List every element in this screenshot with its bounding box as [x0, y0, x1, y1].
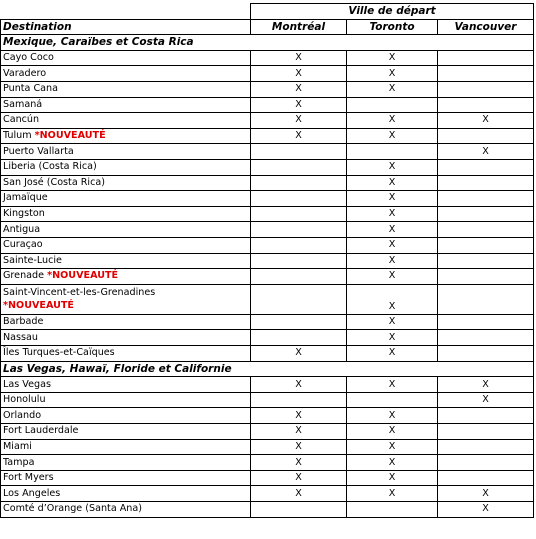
available-mark: X — [388, 331, 396, 343]
availability-cell-toronto — [347, 159, 438, 175]
availability-cell-vancouver — [438, 502, 534, 518]
availability-cell-vancouver — [438, 470, 534, 486]
table-body — [1, 35, 534, 517]
destination-cell — [1, 486, 251, 502]
availability-cell-toronto — [347, 144, 438, 160]
available-mark: X — [295, 347, 302, 359]
availability-cell-montreal — [251, 113, 347, 129]
availability-cell-vancouver — [438, 253, 534, 269]
destination-cell — [1, 97, 251, 113]
table-row — [1, 269, 534, 285]
destination-name: Fort Lauderdale — [3, 425, 79, 437]
destination-name: Tulum — [3, 130, 32, 142]
destination-name: Tampa — [3, 456, 35, 468]
destination-name: Saint-Vincent-et-les-Grenadines — [3, 286, 156, 298]
availability-cell-toronto — [347, 222, 438, 238]
available-mark: X — [388, 67, 396, 79]
available-mark: X — [388, 487, 396, 499]
availability-cell-vancouver — [438, 455, 534, 471]
destination-cell — [1, 455, 251, 471]
availability-cell-toronto — [347, 206, 438, 222]
destination-name: Liberia (Costa Rica) — [3, 161, 97, 173]
destination-cell — [1, 392, 251, 408]
destination-name: Miami — [3, 440, 32, 452]
available-mark: X — [388, 161, 396, 173]
available-mark: X — [388, 223, 396, 235]
destination-cell — [1, 191, 251, 207]
available-mark: X — [295, 472, 302, 484]
table-row — [1, 455, 534, 471]
availability-cell-montreal — [251, 50, 347, 66]
departure-table — [0, 3, 534, 518]
available-mark: X — [388, 52, 396, 64]
availability-cell-montreal — [251, 81, 347, 97]
availability-cell-vancouver — [438, 237, 534, 253]
column-header-vancouver: Vancouver — [438, 19, 534, 35]
available-mark: X — [295, 425, 302, 437]
availability-cell-toronto — [347, 66, 438, 82]
availability-cell-montreal — [251, 284, 347, 314]
destination-name: Barbade — [3, 316, 44, 328]
destination-cell — [1, 237, 251, 253]
destination-cell — [1, 144, 251, 160]
available-mark: X — [388, 254, 396, 266]
available-mark: X — [388, 208, 396, 220]
availability-cell-toronto — [347, 439, 438, 455]
availability-cell-toronto — [347, 502, 438, 518]
available-mark: X — [295, 52, 302, 64]
available-mark: X — [482, 378, 489, 390]
availability-cell-toronto — [347, 97, 438, 113]
table-row — [1, 191, 534, 207]
available-mark: X — [482, 145, 489, 157]
available-mark: X — [388, 239, 396, 251]
destination-name: Las Vegas — [3, 378, 51, 390]
availability-cell-vancouver — [438, 330, 534, 346]
availability-cell-vancouver — [438, 377, 534, 393]
availability-cell-montreal — [251, 314, 347, 330]
available-mark: X — [482, 503, 489, 515]
destination-cell — [1, 222, 251, 238]
availability-cell-toronto — [347, 50, 438, 66]
new-badge: *NOUVEAUTÉ — [3, 300, 74, 312]
table-row — [1, 66, 534, 82]
availability-cell-toronto — [347, 237, 438, 253]
table-row — [1, 128, 534, 144]
table-row — [1, 439, 534, 455]
table-row — [1, 159, 534, 175]
available-mark: X — [388, 440, 396, 452]
table-row — [1, 408, 534, 424]
destination-cell — [1, 408, 251, 424]
availability-cell-toronto — [347, 346, 438, 362]
destination-name: Nassau — [3, 331, 39, 343]
availability-cell-montreal — [251, 237, 347, 253]
availability-cell-montreal — [251, 97, 347, 113]
destination-cell — [1, 439, 251, 455]
table-row — [1, 502, 534, 518]
availability-cell-vancouver — [438, 206, 534, 222]
availability-cell-montreal — [251, 159, 347, 175]
availability-cell-toronto — [347, 470, 438, 486]
destination-cell — [1, 377, 251, 393]
availability-cell-vancouver — [438, 392, 534, 408]
table-row — [1, 113, 534, 129]
new-badge: *NOUVEAUTÉ — [34, 130, 106, 142]
table-row — [1, 486, 534, 502]
availability-cell-toronto — [347, 81, 438, 97]
available-mark: X — [295, 487, 302, 499]
destination-name: Fort Myers — [3, 472, 54, 484]
availability-cell-toronto — [347, 269, 438, 285]
availability-cell-toronto — [347, 486, 438, 502]
table-row — [1, 81, 534, 97]
destination-name: Samaná — [3, 98, 43, 110]
table-row — [1, 392, 534, 408]
available-mark: X — [388, 378, 396, 390]
availability-cell-montreal — [251, 222, 347, 238]
availability-cell-montreal — [251, 502, 347, 518]
availability-cell-montreal — [251, 128, 347, 144]
destination-cell — [1, 50, 251, 66]
availability-cell-toronto — [347, 253, 438, 269]
table-row — [1, 346, 534, 362]
departure-city-group-header: Ville de départ — [251, 4, 534, 20]
available-mark: X — [295, 67, 302, 79]
table-row — [1, 175, 534, 191]
availability-cell-vancouver — [438, 175, 534, 191]
available-mark: X — [388, 472, 396, 484]
availability-cell-toronto — [347, 175, 438, 191]
destination-name: Punta Cana — [3, 83, 59, 95]
available-mark: X — [295, 378, 302, 390]
available-mark: X — [295, 98, 302, 110]
column-header-toronto: Toronto — [347, 19, 438, 35]
destination-name: Cancún — [3, 114, 40, 126]
table-row — [1, 470, 534, 486]
availability-cell-montreal — [251, 346, 347, 362]
available-mark: X — [388, 347, 396, 359]
destination-name: Comté d’Orange (Santa Ana) — [3, 503, 143, 515]
destination-name: Îles Turques-et-Caïques — [3, 347, 115, 359]
availability-cell-vancouver — [438, 222, 534, 238]
destination-name: Jamaïque — [3, 192, 48, 204]
availability-cell-vancouver — [438, 424, 534, 440]
availability-cell-vancouver — [438, 50, 534, 66]
availability-cell-vancouver — [438, 408, 534, 424]
table-row — [1, 237, 534, 253]
destination-name: Sainte-Lucie — [3, 254, 62, 266]
availability-cell-toronto — [347, 424, 438, 440]
destination-cell — [1, 175, 251, 191]
availability-cell-vancouver — [438, 439, 534, 455]
availability-cell-toronto — [347, 314, 438, 330]
new-badge: *NOUVEAUTÉ — [47, 270, 119, 282]
destination-cell — [1, 269, 251, 285]
destination-cell — [1, 470, 251, 486]
availability-cell-vancouver — [438, 128, 534, 144]
available-mark: X — [388, 83, 396, 95]
availability-cell-montreal — [251, 144, 347, 160]
availability-cell-vancouver — [438, 346, 534, 362]
available-mark: X — [482, 487, 489, 499]
available-mark: X — [482, 394, 489, 406]
section-header-row — [1, 361, 534, 377]
destination-cell — [1, 330, 251, 346]
availability-cell-toronto — [347, 377, 438, 393]
available-mark: X — [388, 456, 396, 468]
table-row — [1, 314, 534, 330]
table-row — [1, 144, 534, 160]
table-row — [1, 97, 534, 113]
availability-cell-montreal — [251, 486, 347, 502]
header-blank-cell — [1, 4, 251, 20]
availability-cell-toronto — [347, 128, 438, 144]
availability-cell-toronto — [347, 113, 438, 129]
destination-name: Antigua — [3, 223, 41, 235]
available-mark: X — [388, 130, 396, 142]
destination-name: Varadero — [3, 67, 47, 79]
availability-cell-vancouver — [438, 113, 534, 129]
destination-cell — [1, 66, 251, 82]
destination-name: Grenade — [3, 270, 45, 282]
availability-cell-vancouver — [438, 97, 534, 113]
destination-cell — [1, 424, 251, 440]
availability-cell-montreal — [251, 191, 347, 207]
destination-cell — [1, 346, 251, 362]
availability-cell-vancouver — [438, 284, 534, 314]
available-mark: X — [388, 409, 396, 421]
availability-cell-montreal — [251, 408, 347, 424]
availability-cell-montreal — [251, 377, 347, 393]
destination-cell — [1, 159, 251, 175]
availability-cell-montreal — [251, 424, 347, 440]
available-mark: X — [295, 456, 302, 468]
availability-cell-montreal — [251, 175, 347, 191]
destination-name: Orlando — [3, 409, 42, 421]
destination-cell — [1, 113, 251, 129]
availability-cell-vancouver — [438, 314, 534, 330]
destination-name: Cayo Coco — [3, 52, 54, 64]
section-title: Mexique, Caraïbes et Costa Rica — [1, 35, 534, 51]
destination-name: San José (Costa Rica) — [3, 176, 105, 188]
table-row — [1, 222, 534, 238]
destination-cell — [1, 206, 251, 222]
available-mark: X — [388, 176, 396, 188]
departure-table-wrapper — [0, 3, 534, 518]
availability-cell-montreal — [251, 269, 347, 285]
availability-cell-toronto — [347, 392, 438, 408]
destination-name: Honolulu — [3, 394, 46, 406]
available-mark: X — [295, 83, 302, 95]
available-mark: X — [388, 425, 396, 437]
destination-cell — [1, 128, 251, 144]
availability-cell-montreal — [251, 66, 347, 82]
column-header-montreal: Montréal — [251, 19, 347, 35]
table-row — [1, 284, 534, 314]
availability-cell-montreal — [251, 253, 347, 269]
destination-name: Kingston — [3, 208, 45, 220]
available-mark: X — [295, 114, 302, 126]
availability-cell-toronto — [347, 284, 438, 314]
availability-cell-montreal — [251, 470, 347, 486]
availability-cell-vancouver — [438, 269, 534, 285]
destination-cell — [1, 284, 251, 314]
availability-cell-toronto — [347, 455, 438, 471]
available-mark: X — [295, 409, 302, 421]
available-mark: X — [388, 114, 396, 126]
destination-name: Los Angeles — [3, 487, 61, 499]
table-row — [1, 206, 534, 222]
availability-cell-vancouver — [438, 159, 534, 175]
availability-cell-montreal — [251, 439, 347, 455]
header-group-row — [1, 4, 534, 20]
availability-cell-montreal — [251, 455, 347, 471]
availability-cell-montreal — [251, 330, 347, 346]
section-header-row — [1, 35, 534, 51]
available-mark: X — [388, 270, 396, 282]
destination-name: Puerto Vallarta — [3, 145, 74, 157]
column-header-destination: Destination — [1, 19, 251, 35]
availability-cell-montreal — [251, 392, 347, 408]
destination-cell — [1, 81, 251, 97]
destination-name: Curaçao — [3, 239, 43, 251]
destination-cell — [1, 314, 251, 330]
available-mark: X — [482, 114, 489, 126]
available-mark: X — [295, 130, 302, 142]
table-row — [1, 377, 534, 393]
destination-cell — [1, 502, 251, 518]
availability-cell-vancouver — [438, 191, 534, 207]
available-mark: X — [388, 192, 396, 204]
available-mark: X — [295, 440, 302, 452]
table-row — [1, 424, 534, 440]
table-row — [1, 330, 534, 346]
destination-cell — [1, 253, 251, 269]
header-columns-row — [1, 19, 534, 35]
availability-cell-vancouver — [438, 66, 534, 82]
availability-cell-toronto — [347, 330, 438, 346]
available-mark: X — [388, 316, 396, 328]
availability-cell-vancouver — [438, 486, 534, 502]
available-mark: X — [388, 301, 396, 313]
availability-cell-vancouver — [438, 144, 534, 160]
availability-cell-toronto — [347, 408, 438, 424]
availability-cell-toronto — [347, 191, 438, 207]
table-row — [1, 253, 534, 269]
availability-cell-vancouver — [438, 81, 534, 97]
section-title: Las Vegas, Hawaï, Floride et Californie — [1, 361, 534, 377]
table-row — [1, 50, 534, 66]
availability-cell-montreal — [251, 206, 347, 222]
